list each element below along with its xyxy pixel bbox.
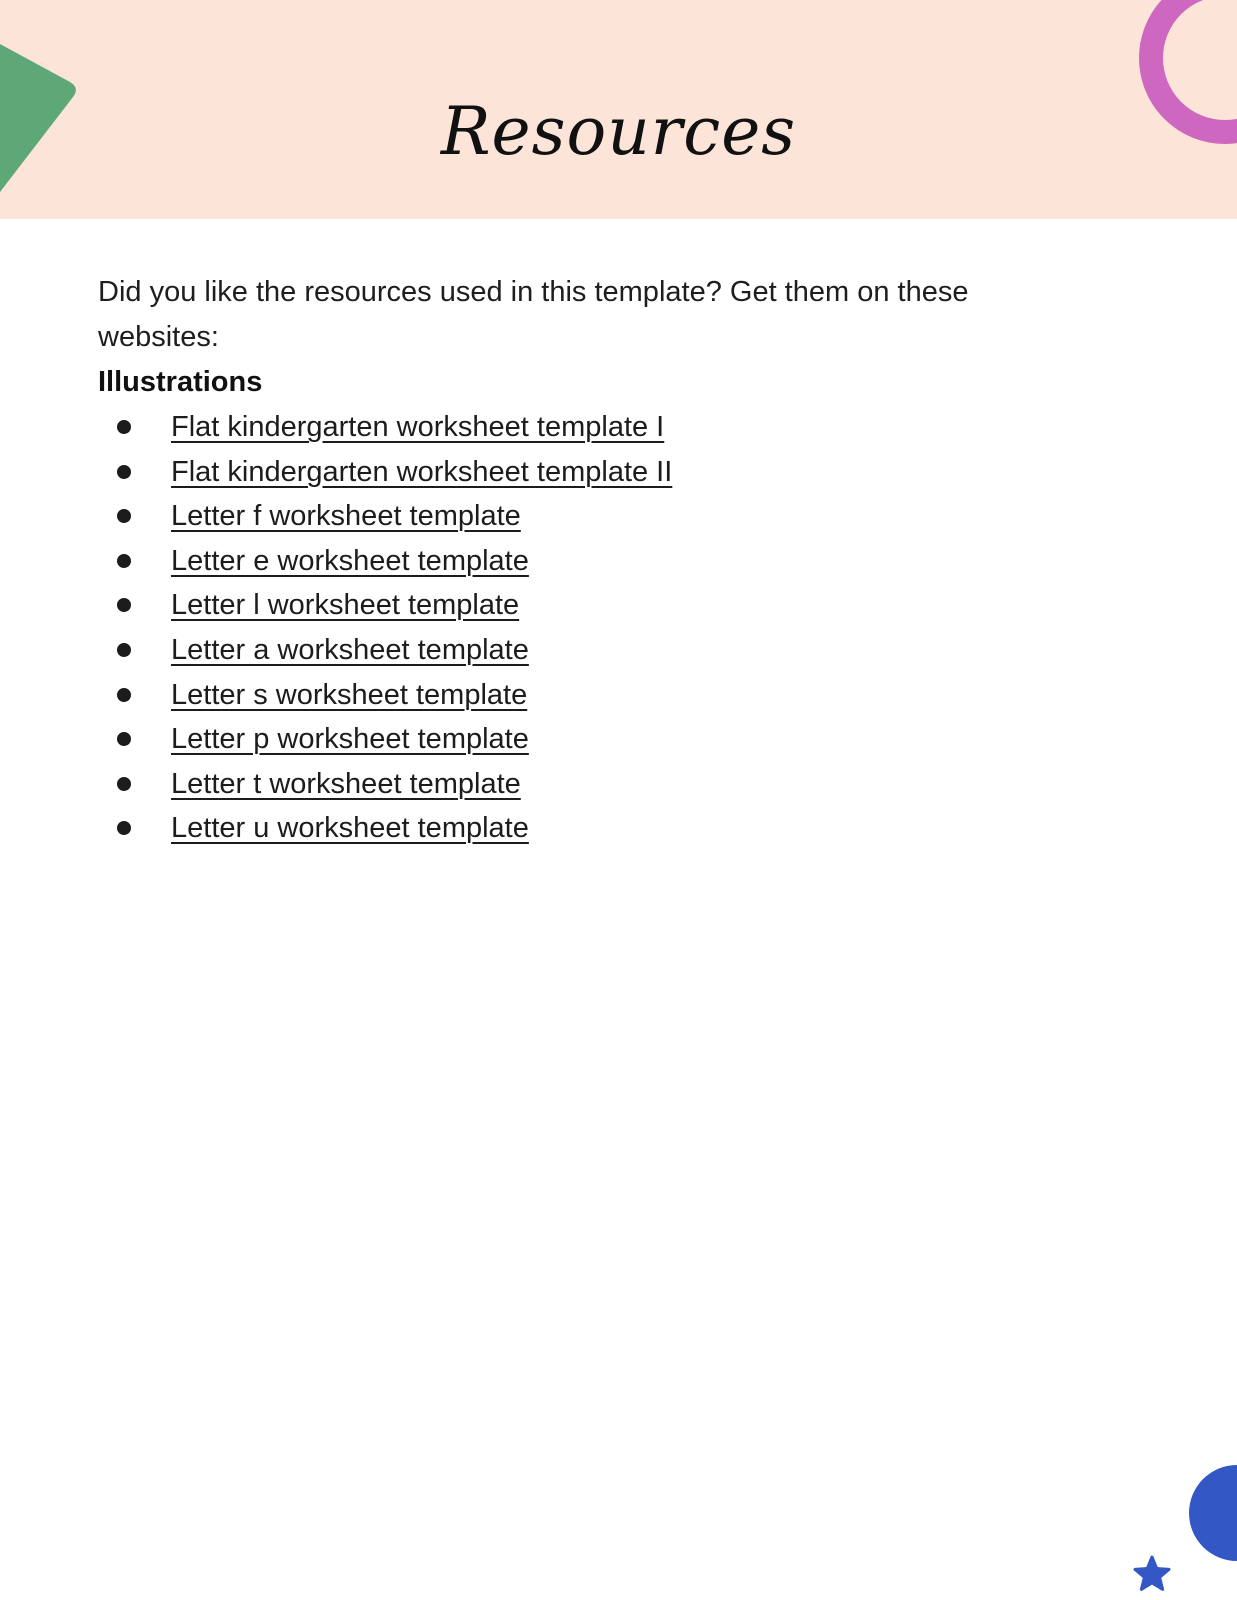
- list-item: [98, 450, 1058, 495]
- list-item: [98, 494, 1058, 539]
- bullet-dot-icon: [117, 465, 131, 479]
- list-item: [98, 628, 1058, 673]
- intro-text: Did you like the resources used in this template? Get them on these websites:: [98, 276, 969, 353]
- bullet-dot-icon: [117, 509, 131, 523]
- bullet-dot-icon: [117, 554, 131, 568]
- bullet-dot-icon: [117, 777, 131, 791]
- bullet-dot-icon: [117, 420, 131, 434]
- list-item: [98, 806, 1058, 851]
- bullet-dot-icon: [117, 732, 131, 746]
- page-title: Resources: [440, 93, 797, 170]
- resource-link[interactable]: Letter u worksheet template: [171, 812, 529, 845]
- resource-link[interactable]: Letter s worksheet template: [171, 678, 528, 711]
- resource-link[interactable]: Letter f worksheet template: [171, 500, 521, 533]
- list-item: [98, 762, 1058, 807]
- resources-content: [98, 270, 1058, 851]
- blue-circle-decoration: [1189, 1465, 1237, 1561]
- bullet-dot-icon: [117, 598, 131, 612]
- resource-link[interactable]: Flat kindergarten worksheet template II: [171, 455, 673, 488]
- resource-link[interactable]: Flat kindergarten worksheet template I: [171, 411, 665, 443]
- bullet-dot-icon: [117, 643, 131, 657]
- list-item: [98, 717, 1058, 762]
- resource-link[interactable]: Letter a worksheet template: [171, 633, 529, 666]
- header-band: [0, 0, 1237, 219]
- resource-link[interactable]: Letter e worksheet template: [171, 544, 529, 577]
- list-item: [98, 673, 1058, 718]
- section-heading-illustrations: Illustrations: [98, 366, 263, 398]
- list-item: [98, 583, 1058, 628]
- resource-link[interactable]: Letter l worksheet template: [171, 589, 520, 622]
- star-icon: [1135, 1557, 1169, 1589]
- resource-link[interactable]: Letter p worksheet template: [171, 723, 529, 756]
- illustration-link-list: [98, 405, 1058, 851]
- list-item: [98, 539, 1058, 584]
- bullet-dot-icon: [117, 821, 131, 835]
- resource-link[interactable]: Letter t worksheet template: [171, 767, 521, 800]
- blue-corner-decoration: [1120, 1465, 1237, 1600]
- bullet-dot-icon: [117, 688, 131, 702]
- list-item: [98, 405, 1058, 450]
